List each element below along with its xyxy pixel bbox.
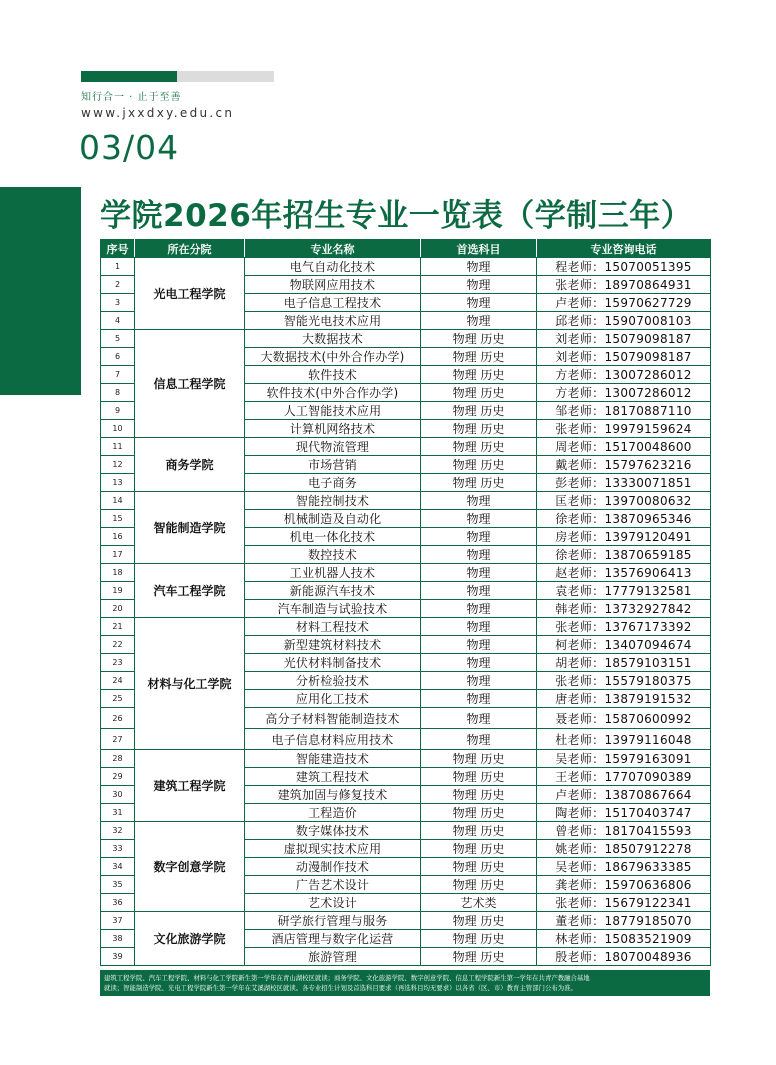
subject-requirement: 物理 — [421, 582, 537, 600]
subject-requirement: 物理 — [421, 546, 537, 564]
consult-phone: 徐老师：13870659185 — [537, 546, 711, 564]
subject-requirement: 艺术类 — [421, 894, 537, 912]
major-name: 建筑加固与修复技术 — [245, 786, 421, 804]
consult-phone: 刘老师：15079098187 — [537, 348, 711, 366]
college-name: 数字创意学院 — [135, 822, 245, 912]
major-name: 软件技术 — [245, 366, 421, 384]
major-name: 旅游管理 — [245, 948, 421, 966]
subject-requirement: 物理 历史 — [421, 750, 537, 768]
major-name: 动漫制作技术 — [245, 858, 421, 876]
consult-phone: 邹老师：18170887110 — [537, 402, 711, 420]
subject-requirement: 物理 — [421, 600, 537, 618]
subject-requirement: 物理 历史 — [421, 786, 537, 804]
row-seq: 5 — [101, 330, 135, 348]
consult-phone: 张老师：15579180375 — [537, 672, 711, 690]
col-header-seq: 序号 — [101, 240, 135, 258]
row-seq: 7 — [101, 366, 135, 384]
major-name: 机械制造及自动化 — [245, 510, 421, 528]
subject-requirement: 物理 历史 — [421, 456, 537, 474]
consult-phone: 匡老师：13970080632 — [537, 492, 711, 510]
major-name: 工业机器人技术 — [245, 564, 421, 582]
consult-phone: 周老师：15170048600 — [537, 438, 711, 456]
subject-requirement: 物理 历史 — [421, 804, 537, 822]
row-seq: 8 — [101, 384, 135, 402]
school-website: www.jxxdxy.edu.cn — [81, 106, 235, 120]
subject-requirement: 物理 — [421, 258, 537, 276]
footer-note-line2: 就读；智能制造学院、光电工程学院新生第一学年在艾溪湖校区就读。各专业招生计划及首选科目要求（再选科目均无要求）以各省（区、市）教育主管部门公布为准。 — [104, 984, 577, 992]
row-seq: 20 — [101, 600, 135, 618]
major-name: 现代物流管理 — [245, 438, 421, 456]
consult-phone: 方老师：13007286012 — [537, 366, 711, 384]
consult-phone: 杜老师：13979116048 — [537, 729, 711, 750]
row-seq: 3 — [101, 294, 135, 312]
major-name: 新型建筑材料技术 — [245, 636, 421, 654]
subject-requirement: 物理 — [421, 564, 537, 582]
major-name: 电子商务 — [245, 474, 421, 492]
subject-requirement: 物理 历史 — [421, 420, 537, 438]
table-row — [101, 564, 711, 582]
table-row — [101, 438, 711, 456]
row-seq: 18 — [101, 564, 135, 582]
major-name: 电气自动化技术 — [245, 258, 421, 276]
table-row — [101, 330, 711, 348]
row-seq: 34 — [101, 858, 135, 876]
college-name: 建筑工程学院 — [135, 750, 245, 822]
consult-phone: 邱老师：15907008103 — [537, 312, 711, 330]
row-seq: 35 — [101, 876, 135, 894]
college-name: 智能制造学院 — [135, 492, 245, 564]
row-seq: 11 — [101, 438, 135, 456]
subject-requirement: 物理 历史 — [421, 822, 537, 840]
row-seq: 4 — [101, 312, 135, 330]
row-seq: 27 — [101, 729, 135, 750]
consult-phone: 董老师：18779185070 — [537, 912, 711, 930]
subject-requirement: 物理 历史 — [421, 876, 537, 894]
consult-phone: 柯老师：13407094674 — [537, 636, 711, 654]
major-name: 虚拟现实技术应用 — [245, 840, 421, 858]
major-name: 数字媒体技术 — [245, 822, 421, 840]
subject-requirement: 物理 历史 — [421, 348, 537, 366]
row-seq: 31 — [101, 804, 135, 822]
major-name: 智能建造技术 — [245, 750, 421, 768]
major-name: 智能控制技术 — [245, 492, 421, 510]
row-seq: 21 — [101, 618, 135, 636]
page-number: 03/04 — [79, 128, 180, 167]
consult-phone: 赵老师：13576906413 — [537, 564, 711, 582]
row-seq: 36 — [101, 894, 135, 912]
row-seq: 38 — [101, 930, 135, 948]
table-row — [101, 618, 711, 636]
consult-phone: 吴老师：18679633385 — [537, 858, 711, 876]
major-name: 智能光电技术应用 — [245, 312, 421, 330]
row-seq: 2 — [101, 276, 135, 294]
table-body — [101, 258, 711, 966]
enrollment-table — [100, 239, 711, 966]
row-seq: 1 — [101, 258, 135, 276]
row-seq: 15 — [101, 510, 135, 528]
row-seq: 26 — [101, 708, 135, 729]
consult-phone: 袁老师：17779132581 — [537, 582, 711, 600]
table-row — [101, 822, 711, 840]
subject-requirement: 物理 — [421, 672, 537, 690]
major-name: 机电一体化技术 — [245, 528, 421, 546]
major-name: 应用化工技术 — [245, 690, 421, 708]
col-header-college: 所在分院 — [135, 240, 245, 258]
consult-phone: 姚老师：18507912278 — [537, 840, 711, 858]
subject-requirement: 物理 历史 — [421, 840, 537, 858]
major-name: 计算机网络技术 — [245, 420, 421, 438]
row-seq: 6 — [101, 348, 135, 366]
header-accent-bar — [81, 71, 177, 82]
major-name: 软件技术(中外合作办学) — [245, 384, 421, 402]
major-name: 建筑工程技术 — [245, 768, 421, 786]
consult-phone: 卢老师：13870867664 — [537, 786, 711, 804]
table-row — [101, 258, 711, 276]
consult-phone: 王老师：17707090389 — [537, 768, 711, 786]
college-name: 信息工程学院 — [135, 330, 245, 438]
subject-requirement: 物理 — [421, 708, 537, 729]
major-name: 大数据技术 — [245, 330, 421, 348]
subject-requirement: 物理 历史 — [421, 402, 537, 420]
row-seq: 39 — [101, 948, 135, 966]
consult-phone: 徐老师：13870965346 — [537, 510, 711, 528]
college-name: 光电工程学院 — [135, 258, 245, 330]
row-seq: 10 — [101, 420, 135, 438]
subject-requirement: 物理 历史 — [421, 948, 537, 966]
consult-phone: 胡老师：18579103151 — [537, 654, 711, 672]
row-seq: 33 — [101, 840, 135, 858]
subject-requirement: 物理 历史 — [421, 330, 537, 348]
footer-note — [100, 970, 710, 996]
major-name: 电子信息材料应用技术 — [245, 729, 421, 750]
major-name: 工程造价 — [245, 804, 421, 822]
subject-requirement: 物理 历史 — [421, 912, 537, 930]
row-seq: 24 — [101, 672, 135, 690]
consult-phone: 卢老师：15970627729 — [537, 294, 711, 312]
consult-phone: 程老师：15070051395 — [537, 258, 711, 276]
subject-requirement: 物理 — [421, 492, 537, 510]
consult-phone: 房老师：13979120491 — [537, 528, 711, 546]
row-seq: 16 — [101, 528, 135, 546]
subject-requirement: 物理 — [421, 618, 537, 636]
major-name: 大数据技术(中外合作办学) — [245, 348, 421, 366]
subject-requirement: 物理 — [421, 654, 537, 672]
school-motto: 知行合一 · 止于至善 — [81, 92, 182, 103]
consult-phone: 戴老师：15797623216 — [537, 456, 711, 474]
major-name: 酒店管理与数字化运营 — [245, 930, 421, 948]
consult-phone: 龚老师：15970636806 — [537, 876, 711, 894]
consult-phone: 彭老师：13330071851 — [537, 474, 711, 492]
row-seq: 13 — [101, 474, 135, 492]
consult-phone: 吴老师：15979163091 — [537, 750, 711, 768]
table-header-row — [101, 240, 711, 258]
consult-phone: 韩老师：13732927842 — [537, 600, 711, 618]
consult-phone: 聂老师：15870600992 — [537, 708, 711, 729]
subject-requirement: 物理 历史 — [421, 366, 537, 384]
major-name: 汽车制造与试验技术 — [245, 600, 421, 618]
row-seq: 9 — [101, 402, 135, 420]
row-seq: 37 — [101, 912, 135, 930]
college-name: 文化旅游学院 — [135, 912, 245, 966]
major-name: 广告艺术设计 — [245, 876, 421, 894]
college-name: 材料与化工学院 — [135, 618, 245, 750]
subject-requirement: 物理 — [421, 636, 537, 654]
col-header-phone: 专业咨询电话 — [537, 240, 711, 258]
major-name: 分析检验技术 — [245, 672, 421, 690]
consult-phone: 张老师：13767173392 — [537, 618, 711, 636]
row-seq: 29 — [101, 768, 135, 786]
major-name: 光伏材料制备技术 — [245, 654, 421, 672]
consult-phone: 殷老师：18070048936 — [537, 948, 711, 966]
major-name: 电子信息工程技术 — [245, 294, 421, 312]
major-name: 市场营销 — [245, 456, 421, 474]
major-name: 人工智能技术应用 — [245, 402, 421, 420]
row-seq: 32 — [101, 822, 135, 840]
subject-requirement: 物理 历史 — [421, 474, 537, 492]
row-seq: 19 — [101, 582, 135, 600]
subject-requirement: 物理 — [421, 312, 537, 330]
row-seq: 14 — [101, 492, 135, 510]
row-seq: 28 — [101, 750, 135, 768]
subject-requirement: 物理 — [421, 510, 537, 528]
consult-phone: 陶老师：15170403747 — [537, 804, 711, 822]
major-name: 艺术设计 — [245, 894, 421, 912]
row-seq: 25 — [101, 690, 135, 708]
consult-phone: 张老师：15679122341 — [537, 894, 711, 912]
major-name: 物联网应用技术 — [245, 276, 421, 294]
consult-phone: 唐老师：13879191532 — [537, 690, 711, 708]
row-seq: 23 — [101, 654, 135, 672]
side-decoration-block — [0, 187, 81, 395]
subject-requirement: 物理 — [421, 729, 537, 750]
col-header-major: 专业名称 — [245, 240, 421, 258]
row-seq: 17 — [101, 546, 135, 564]
consult-phone: 张老师：19979159624 — [537, 420, 711, 438]
college-name: 汽车工程学院 — [135, 564, 245, 618]
table-row — [101, 750, 711, 768]
subject-requirement: 物理 — [421, 294, 537, 312]
major-name: 材料工程技术 — [245, 618, 421, 636]
major-name: 新能源汽车技术 — [245, 582, 421, 600]
consult-phone: 方老师：13007286012 — [537, 384, 711, 402]
subject-requirement: 物理 — [421, 690, 537, 708]
subject-requirement: 物理 历史 — [421, 858, 537, 876]
header-gray-bar — [177, 71, 274, 82]
major-name: 高分子材料智能制造技术 — [245, 708, 421, 729]
major-name: 研学旅行管理与服务 — [245, 912, 421, 930]
row-seq: 12 — [101, 456, 135, 474]
col-header-subject: 首选科目 — [421, 240, 537, 258]
subject-requirement: 物理 历史 — [421, 438, 537, 456]
consult-phone: 刘老师：15079098187 — [537, 330, 711, 348]
major-name: 数控技术 — [245, 546, 421, 564]
consult-phone: 林老师：15083521909 — [537, 930, 711, 948]
subject-requirement: 物理 — [421, 528, 537, 546]
footer-note-line1: 建筑工程学院、汽车工程学院、材料与化工学院新生第一学年在青山湖校区就读；商务学院、文化旅游学院、数字创意学院、信息工程学院新生第一学年在共青产教融合基地 — [104, 974, 590, 982]
row-seq: 30 — [101, 786, 135, 804]
college-name: 商务学院 — [135, 438, 245, 492]
table-row — [101, 492, 711, 510]
subject-requirement: 物理 历史 — [421, 768, 537, 786]
subject-requirement: 物理 历史 — [421, 384, 537, 402]
consult-phone: 曾老师：18170415593 — [537, 822, 711, 840]
row-seq: 22 — [101, 636, 135, 654]
subject-requirement: 物理 — [421, 276, 537, 294]
page-title: 学院2026年招生专业一览表（学制三年） — [100, 198, 693, 234]
subject-requirement: 物理 历史 — [421, 930, 537, 948]
table-row — [101, 912, 711, 930]
consult-phone: 张老师：18970864931 — [537, 276, 711, 294]
